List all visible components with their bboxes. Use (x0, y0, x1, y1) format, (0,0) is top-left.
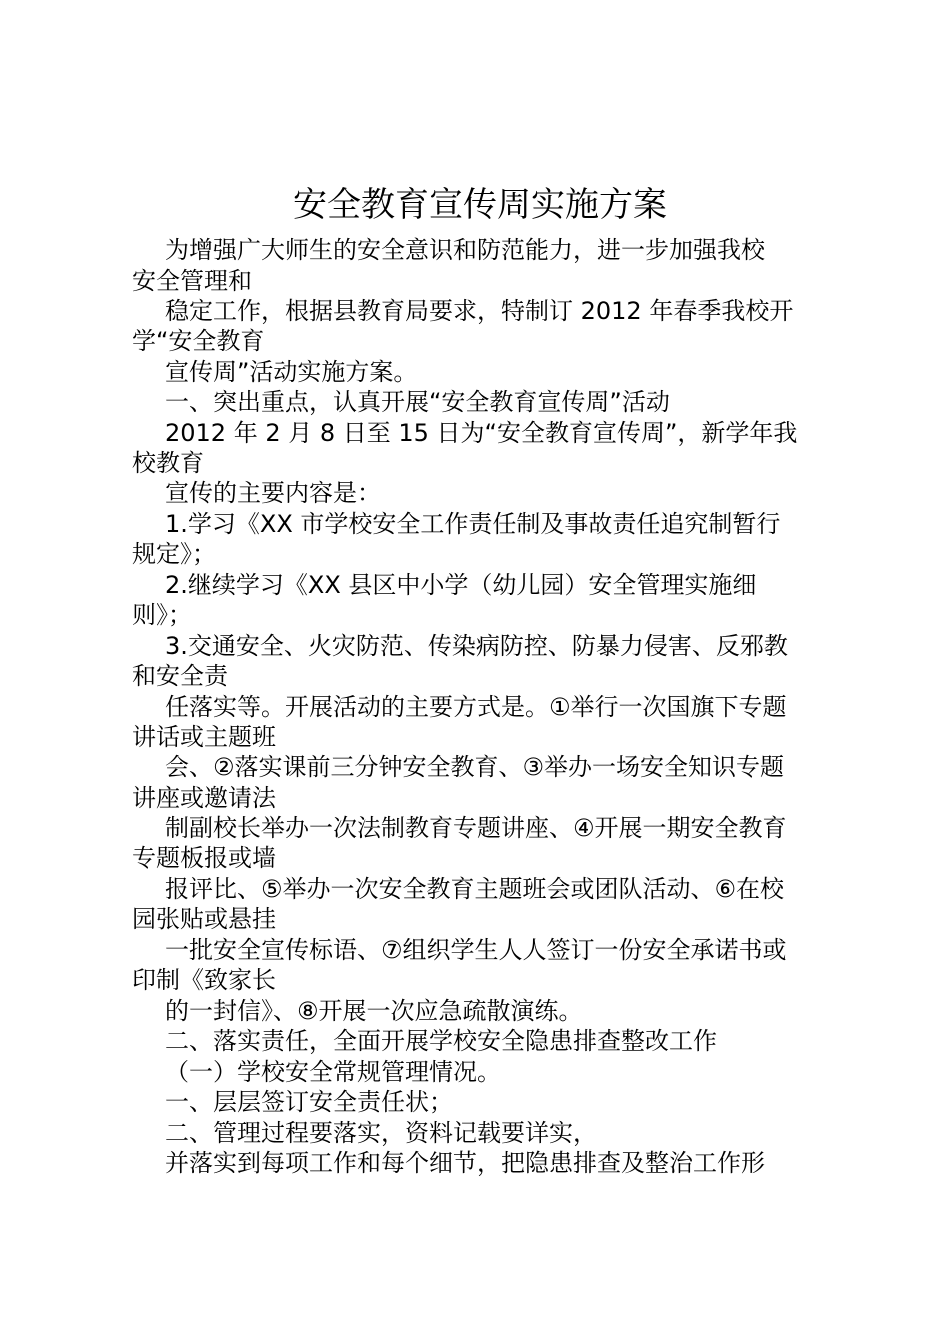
text-line: 宣传的主要内容是： (165, 479, 381, 507)
text-line: 规定》； (132, 540, 216, 568)
text-line: 任落实等。开展活动的主要方式是。①举行一次国旗下专题 (165, 693, 787, 721)
text-line: 宣传周”活动实施方案。 (165, 358, 418, 386)
text-line: 印制《致家长 (132, 966, 276, 994)
text-line: 并落实到每项工作和每个细节，把隐患排查及整治工作形 (165, 1149, 765, 1177)
text-line: （一）学校安全常规管理情况。 (165, 1058, 501, 1086)
text-line: 报评比、⑤举办一次安全教育主题班会或团队活动、⑥在校 (165, 875, 785, 903)
text-line: 一、突出重点，认真开展“安全教育宣传周”活动 (165, 388, 670, 416)
text-line: 稳定工作，根据县教育局要求，特制订 2012 年春季我校开 (165, 297, 794, 325)
text-line: 会、②落实课前三分钟安全教育、③举办一场安全知识专题 (165, 753, 785, 781)
text-line: 讲话或主题班 (132, 723, 276, 751)
text-line: 二、落实责任，全面开展学校安全隐患排查整改工作 (165, 1027, 717, 1055)
text-line: 校教育 (132, 449, 204, 477)
text-line: 讲座或邀请法 (132, 784, 276, 812)
text-line: 制副校长举办一次法制教育专题讲座、④开展一期安全教育 (165, 814, 787, 842)
text-line: 2.继续学习《XX 县区中小学（幼儿园）安全管理实施细 (165, 571, 757, 599)
text-line: 3.交通安全、火灾防范、传染病防控、防暴力侵害、反邪教 (165, 632, 788, 660)
text-line: 安全管理和 (132, 267, 252, 295)
text-line: 学“安全教育 (132, 327, 265, 355)
text-line: 二、管理过程要落实，资料记载要详实， (165, 1119, 597, 1147)
text-line: 和安全责 (132, 662, 228, 690)
text-line: 园张贴或悬挂 (132, 905, 276, 933)
text-line: 一批安全宣传标语、⑦组织学生人人签订一份安全承诺书或 (165, 936, 787, 964)
text-line: 2012 年 2 月 8 日至 15 日为“安全教育宣传周”，新学年我 (165, 419, 798, 447)
text-line: 为增强广大师生的安全意识和防范能力，进一步加强我校 (165, 236, 765, 264)
text-line: 1.学习《XX 市学校安全工作责任制及事故责任追究制暂行 (165, 510, 781, 538)
text-line: 专题板报或墙 (132, 844, 276, 872)
text-line: 一、层层签订安全责任状； (165, 1088, 453, 1116)
document-title: 安全教育宣传周实施方案 (293, 185, 667, 225)
text-line: 的一封信》、⑧开展一次应急疏散演练。 (165, 997, 583, 1025)
text-line: 则》； (132, 601, 192, 629)
